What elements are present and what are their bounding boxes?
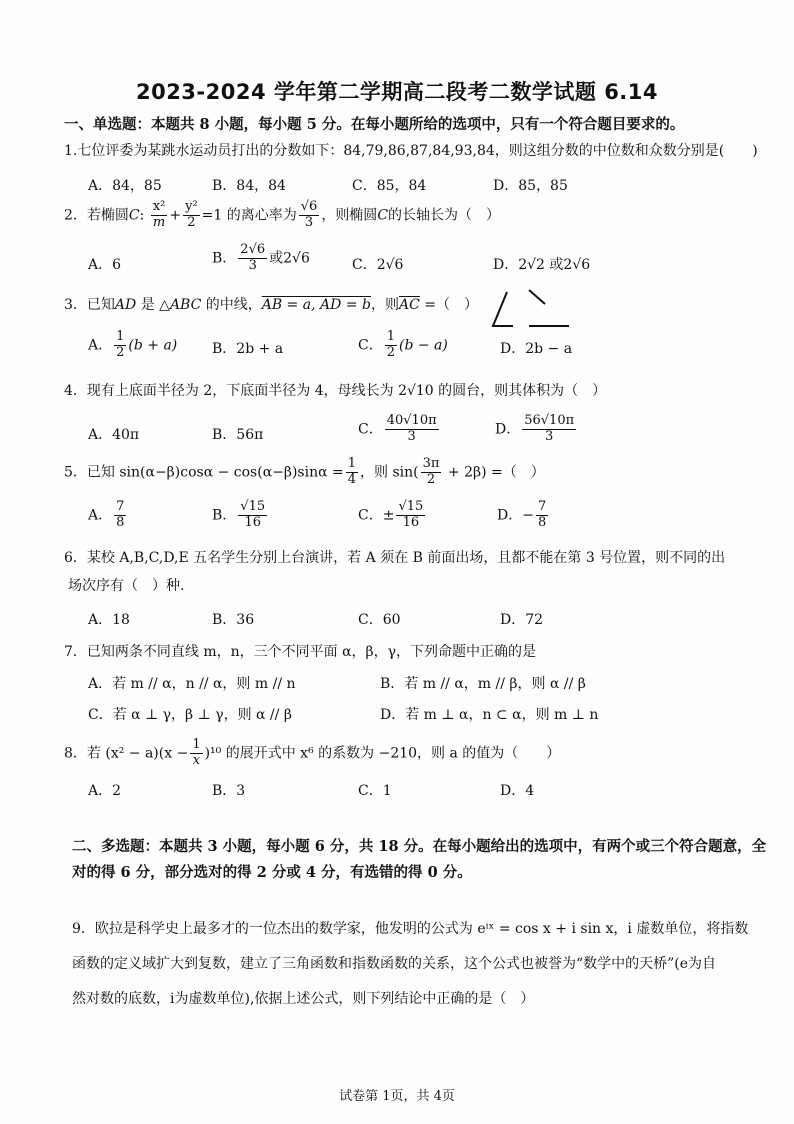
q5-option-d: D．− $\frac{7}{8}$ <box>497 499 547 530</box>
question-4-stem: 4．现有上底面半径为 2，下底面半径为 4，母线长为 2√10 的圆台，则其体积为（ ） <box>64 383 607 399</box>
q4-option-a: A．40π <box>88 427 140 443</box>
question-2-stem: 2．若椭圆C: $\frac{\text{x²}}{m}$ + $\frac{\text{y²}}{2}$ =1 的离心率为 $\frac{√6}{3}$ ，则椭圆C的长轴长为（ ） <box>64 199 501 230</box>
y2-over-2: $\frac{\text{y²}}{2}$ <box>185 199 198 230</box>
question-7-stem: 7．已知两条不同直线 m，n，三个不同平面 α，β，γ，下列命题中正确的是 <box>64 644 537 660</box>
q3-option-c: C． $\frac{1}{2}$ (b − a) <box>358 329 448 360</box>
handwritten-sketch <box>485 286 575 336</box>
question-3-stem: 3．已知AD 是 △ABC 的中线，AB = a, AD = b，则$\overline{AC}$ =（ ） <box>64 297 478 313</box>
section-1-heading: 一、单选题：本题共 8 小题，每小题 5 分。在每小题所给的选项中，只有一个符合题目要求的。 <box>64 116 685 133</box>
question-6-line-2: 场次序有（ ）种. <box>68 578 185 594</box>
exam-title: 2023-2024 学年第二学期高二段考二数学试题 6.14 <box>135 80 659 104</box>
q5-option-b: B． $\frac{√15}{16}$ <box>212 499 266 530</box>
page-footer: 试卷第 1页，共 4页 <box>339 1089 455 1104</box>
question-9-line-2: 函数的定义域扩大到复数，建立了三角函数和指数函数的关系，这个公式也被誉为“数学中的天桥”(e为自 <box>72 956 717 972</box>
section-2-heading-line-2: 对的得 6 分，部分选对的得 2 分或 4 分，有选错的得 0 分。 <box>72 864 472 881</box>
q8-option-d: D．4 <box>500 783 535 799</box>
q1-option-b: B．84，84 <box>212 178 286 194</box>
question-6-line-1: 6．某校 A,B,C,D,E 五名学生分别上台演讲，若 A 须在 B 前面出场，且都不能在第 3 号位置，则不同的出 <box>64 550 726 566</box>
q5-option-c: C．± $\frac{√15}{16}$ <box>358 499 424 530</box>
q2-option-b: B． $\frac{2√6}{3}$ 或2√6 <box>212 242 310 273</box>
section-2-heading-line-1: 二、多选题：本题共 3 小题，每小题 6 分，共 18 分。在每小题给出的选项中，有两个或三个符合题意，全 <box>72 838 767 855</box>
q7-option-c: C．若 α ⊥ γ，β ⊥ γ，则 α // β <box>88 707 292 723</box>
q1-option-d: D．85，85 <box>493 178 568 194</box>
q8-option-c: C．1 <box>358 783 392 799</box>
q1-option-a: A．84，85 <box>88 178 162 194</box>
q2-option-c: C．2√6 <box>352 257 404 273</box>
question-9-line-3: 然对数的底数，i为虚数单位),依据上述公式，则下列结论中正确的是（ ） <box>72 991 535 1007</box>
q2-option-a: A．6 <box>88 257 122 273</box>
q3-option-b: B．2b + a <box>212 341 284 357</box>
q7-option-b: B．若 m // α，m // β，则 α // β <box>380 676 586 692</box>
q7-option-a: A．若 m // α，n // α，则 m // n <box>88 676 296 692</box>
x2-over-m: $\frac{\text{x²}}{m}$ <box>152 199 166 230</box>
q6-option-d: D．72 <box>500 612 544 628</box>
question-5-stem: 5．已知 sin(α−β)cosα − cos(α−β)sinα = $\frac{1}{4}$ ，则 sin( $\frac{3\pi}{2}$ + 2β) =（ ） <box>64 456 545 487</box>
q7-option-d: D．若 m ⊥ α，n ⊂ α，则 m ⊥ n <box>380 707 599 723</box>
q2-option-d: D．2√2 或2√6 <box>493 257 591 273</box>
q1-option-c: C．85，84 <box>352 178 427 194</box>
question-9-line-1: 9．欧拉是科学史上最多才的一位杰出的数学家，他发明的公式为 eⁱˣ = cos x + i sin x，i 虚数单位，将指数 <box>72 921 749 937</box>
q4-option-c: C． $\frac{40√10\pi}{3}$ <box>358 413 437 444</box>
q4-option-d: D． $\frac{56√10\pi}{3}$ <box>495 413 575 444</box>
q6-option-c: C．60 <box>358 612 401 628</box>
q3-option-d: D．2b − a <box>500 341 573 357</box>
question-8-stem: 8．若 (x² − a)(x − $\frac{1}{x}$ )¹⁰ 的展开式中 x⁶ 的系数为 −210，则 a 的值为（ ） <box>64 737 561 768</box>
q8-option-b: B．3 <box>212 783 246 799</box>
q8-option-a: A．2 <box>88 783 122 799</box>
q5-option-a: A． $\frac{7}{8}$ <box>88 499 125 530</box>
q4-option-b: B．56π <box>212 427 264 443</box>
question-1-stem: 1.七位评委为某跳水运动员打出的分数如下：84,79,86,87,84,93,84，则这组分数的中位数和众数分别是( ) <box>64 143 758 159</box>
q6-option-a: A．18 <box>88 612 130 628</box>
q3-option-a: A． $\frac{1}{2}$ (b + a) <box>88 329 178 360</box>
q6-option-b: B．36 <box>212 612 255 628</box>
eccentricity-fraction: $\frac{√6}{3}$ <box>300 199 318 230</box>
